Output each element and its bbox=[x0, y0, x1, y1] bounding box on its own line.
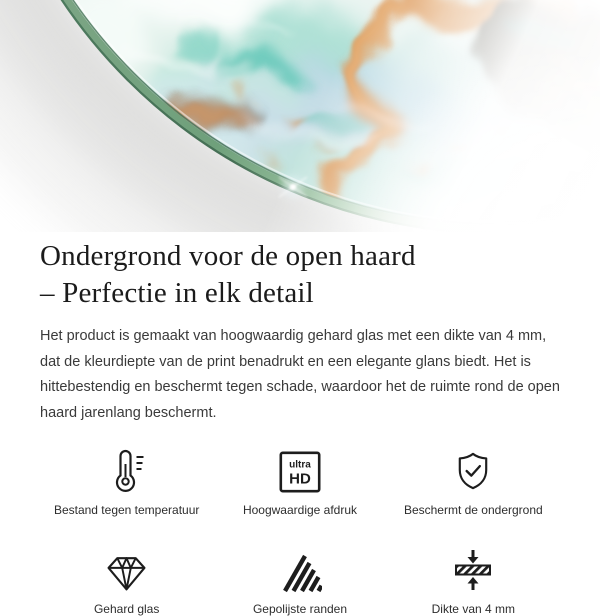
product-description: Het product is gemaakt van hoogwaardig gehard glas met een dikte van 4 mm, dat de kleurdiepte van de print benadrukt en een elegante glans biedt. Het is hittebestendig en beschermt tegen schade, waardoor het de ruimte rond de open haard jarenlang beschermt. bbox=[40, 328, 560, 421]
product-image-area bbox=[0, 0, 600, 232]
thickness-4mm-icon bbox=[451, 547, 495, 593]
ultra-hd-icon bbox=[278, 448, 322, 494]
feature-tempered-glass bbox=[40, 547, 213, 616]
shield-check-icon bbox=[451, 448, 495, 494]
feature-thickness bbox=[387, 547, 560, 616]
polished-edges-icon bbox=[278, 547, 322, 593]
feature-print-quality bbox=[213, 448, 386, 517]
feature-temperature bbox=[40, 448, 213, 517]
feature-label: Beschermt de ondergrond bbox=[403, 503, 543, 518]
feature-polished-edges bbox=[213, 547, 386, 616]
feature-label: Gehard glas bbox=[93, 602, 160, 616]
product-image bbox=[0, 0, 600, 232]
page-title bbox=[40, 238, 560, 311]
page-title-line2: – Perfectie in elk detail bbox=[40, 276, 314, 309]
feature-label: Gepolijste randen bbox=[252, 602, 348, 616]
feature-label: Dikte van 4 mm bbox=[431, 602, 515, 616]
feature-label: Bestand tegen temperatuur bbox=[53, 503, 200, 518]
feature-protection bbox=[387, 448, 560, 517]
svg-text:HD: HD bbox=[289, 470, 311, 488]
feature-label: Hoogwaardige afdruk bbox=[242, 503, 358, 518]
diamond-icon bbox=[104, 547, 149, 593]
feature-grid bbox=[40, 448, 560, 616]
svg-text:ultra: ultra bbox=[289, 459, 311, 471]
page-title-line1: Ondergrond voor de open haard bbox=[40, 240, 416, 272]
thermometer-icon bbox=[106, 448, 147, 494]
product-description-section bbox=[0, 238, 600, 616]
